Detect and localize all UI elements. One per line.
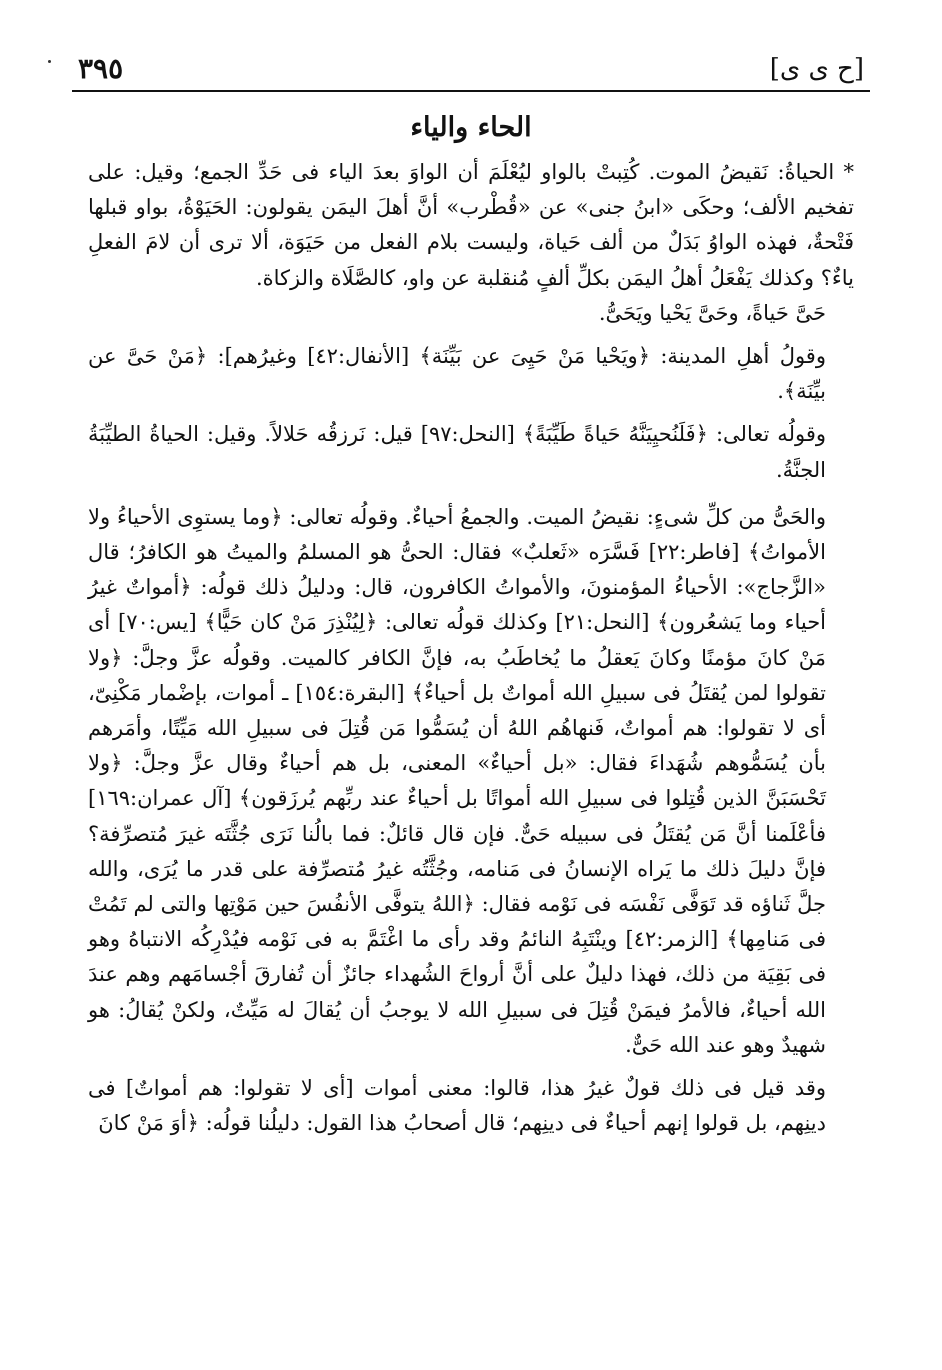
paragraph-medina-reading: وقولُ أهلِ المدينة: ﴿ويَحْيا مَنْ حَيِىَ عن بَيِّنَة﴾ [الأنفال:٤٢] وغيرُهم]: ﴿مَنْ حَىَّ عن بيِّنَة﴾. [88,344,826,404]
root-letters-label: [ح ى ى] [769,54,864,84]
paragraph-definition: * الحياةُ: نَقيضُ الموت. كُتِبتْ بالواو ليُعْلَمَ أن الواوَ بعدَ الياء فى حَدِّ الجمع؛ وقيل: على تفخيم الألف؛ وحكَى «ابنُ جنى» عن «قُطْرب» أنَّ أهلَ اليمَن يقولون: الحَيَوْةُ، بواو قبلها فَتْحةٌ، فهذه الواوُ بَدَلٌ من ألف حَياة، وليست بلام الفعل من حَيَوَة، ألا ترى أن لامَ الفعلِ ياءٌ؟ وكذلك يَفْعَلُ أهلُ اليمَن بكلِّ ألفٍ مُنقلبة عن واو، كالصَّلَاة والزكاة. [88,160,854,290]
header-rule [72,90,870,92]
page-number: ٣٩٥ [78,52,124,85]
paragraph-living-and-dead: والحَىُّ من كلِّ شىءٍ: نقيضُ الميت. والجمعُ أحياءٌ. وقولُه تعالى: ﴿وما يستوِى الأحياءُ ولا الأمواتُ﴾ [فاطر:٢٢] فَسَّرَه «ثَعلبٌ» فقال: الحىُّ هو المسلمُ والميتُ هو الكافرُ؛ قال «الزَّجاج»: الأحياءُ المؤمنونَ، والأمواتُ الكافرون، قال: ودليلُ ذلك قولُه: ﴿أمواتٌ غيرُ أحياء وما يَشعُرون﴾ [النحل:٢١] وكذلك قولُه تعالى: ﴿لِيُنْذِرَ مَنْ كان حَيًّا﴾ [يس:٧٠] أى مَنْ كانَ مؤمنًا وكانَ يَعقلُ ما يُخاطَبُ به، فإنَّ الكافر كالميت. وقولُه عزَّ وجلَّ: ﴿ولا تقولوا لمن يُقتَلُ فى سبيلِ الله أمواتٌ بل أحياءٌ﴾ [البقرة:١٥٤] ـ أموات، بإضْمار مَكْنِىّ، أى لا تقولوا: هم أمواتٌ، فَنهاهُم اللهُ أن يُسَمُّوا مَن قُتِلَ فى سبيلِ الله مَيِّتًا، وأمَرهم بأن يُسَمُّوهم شُهَداءَ فقال: «بل أحياءٌ» المعنى، بل هم أحياءٌ وقال عزَّ وجلَّ: ﴿ولا تَحْسَبَنَّ الذين قُتِلوا فى سبيلِ الله أمواتًا بل أحياءٌ عند ربِّهم يُرزَقون﴾ [آل عمران:١٦٩] فأعْلَمنا أنَّ مَن يُقتَلُ فى سبيله حَىٌّ. فإن قال قائلٌ: فما بالُنا نَرَى جُثَّتَه غيرَ مُتصرِّفة؟ فإنَّ دليلَ ذلك ما يَراه الإنسانُ فى مَنامه، وجُثَّتُه غيرُ مُتصرِّفة على قدر ما يُرَى، والله جلَّ ثَناؤه قد تَوَفَّى نَفْسَه فى نَوْمه فقال: ﴿اللهُ يتوفَّى الأنفُسَ حين مَوْتِها والتى لم تَمُتْ فى مَنامِها﴾ [الزمر:٤٢] وينْتَبِهُ النائمُ وقد رأى ما اغْتَمَّ به فى نَوْمه فيُدْرِكُه الانتباهُ وهو فى بَقِيَة من ذلك، فهذا دليلٌ على أنَّ أرواحَ الشُهداء جائزٌ أن تُفارقَ أجْسامَهم وهم عندَ الله أحياءٌ، فالأمرُ فيمَنْ قُتِلَ فى سبيلِ الله لا يوجبُ أن يُقالَ له مَيِّتٌ، ولكنْ يُقالُ: هو شهيدٌ وهو عند الله حَىٌّ. [88,504,827,1057]
margin-speck [48,60,51,63]
paragraph-good-life: وقولُه تعالى: ﴿فَلَنُحيِيَنَّهُ حَياةً طَيِّبَةً﴾ [النحل:٩٧] قيل: نَرزقُه حَلالاً. وقيل: الحياةُ الطيِّبَةُ الجنَّةُ. [88,422,826,482]
section-title: الحاء والياء [410,112,532,143]
entry-body [88,155,854,1141]
page-header [60,50,882,90]
paragraph-verb-forms: حَىَّ حَياةً، وحَىَّ يَحْيا ويَحَىُّ. [598,300,826,325]
paragraph-alternate-view: وقد قيل فى ذلك قولٌ غيرُ هذا، قالوا: معنى أموات [أى لا تقولوا: هم أمواتٌ] فى دينِهم، بل قولوا إنهم أحياءٌ فى دينِهم؛ قال أصحابُ هذا القول: دليلُنا قولُه: ﴿أوَ مَنْ كانَ [88,1076,826,1136]
